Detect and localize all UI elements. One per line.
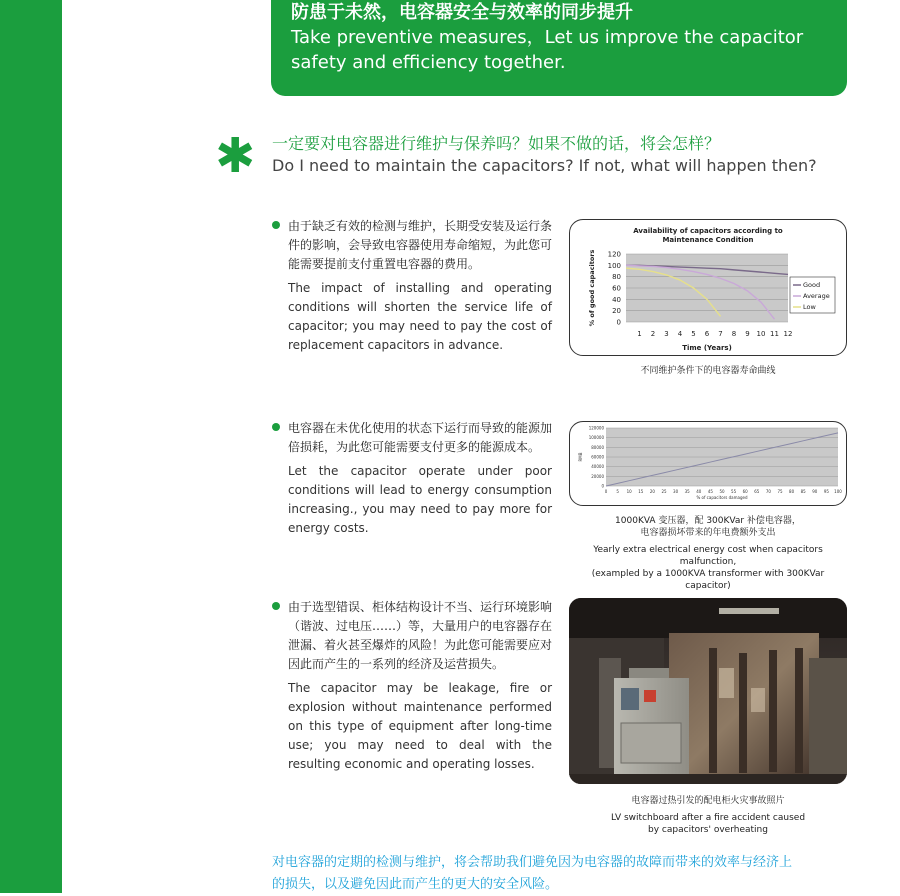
chart-2-caption-zh-1: 1000KVA 变压器，配 300KVar 补偿电容器， [615, 516, 801, 526]
chart-2-x-tick-label: 55 [731, 489, 737, 494]
chart-1-legend-entry: Good [803, 281, 821, 289]
banner-title-en-line2: safety and efficiency together. [291, 52, 566, 73]
chart-2-x-axis-label: % of capacitors damaged [696, 495, 748, 500]
chart-2-x-tick-label: 95 [823, 489, 829, 494]
header-banner [271, 0, 847, 96]
question-en: Do I need to maintain the capacitors? If not, what will happen then? [272, 156, 817, 175]
chart-2-caption [569, 515, 847, 592]
chart-2-x-tick-label: 5 [616, 489, 619, 494]
point-3 [272, 598, 552, 774]
chart-1-y-tick-label: 20 [612, 307, 621, 316]
chart-1-title-line1: Availability of capacitors according to [633, 227, 783, 235]
conclusion-line-1: 对电容器的定期的检测与维护，将会帮助我们避免因为电容器的故障而带来的效率与经济上 [272, 855, 793, 870]
chart-1-x-tick-label: 4 [677, 330, 683, 338]
point-2 [272, 419, 552, 538]
chart-2-x-tick-label: 45 [707, 489, 713, 494]
chart-2-x-tick-label: 40 [696, 489, 702, 494]
point-1-zh: 由于缺乏有效的检测与维护，长期受安装及运行条件的影响，会导致电容器使用寿命缩短，为此您可能需要提前支付重置电容器的费用。 [288, 219, 553, 271]
chart-2-y-tick-label: 20000 [591, 473, 604, 479]
chart-2-svg [570, 422, 846, 505]
chart-2-caption-en-2: (exampled by a 1000KVA transformer with 300KVar capacitor) [591, 569, 825, 591]
bullet-dot-icon [272, 423, 280, 431]
point-1 [272, 217, 552, 355]
photo-caption-en-1: LV switchboard after a fire accident caused [610, 813, 806, 823]
banner-title-zh: 防患于未然，电容器安全与效率的同步提升 [291, 2, 633, 23]
chart-2-x-tick-label: 35 [684, 489, 690, 494]
photo-caption-en-2: by capacitors' overheating [648, 825, 768, 835]
chart-2-y-tick-label: 80000 [591, 444, 604, 450]
chart-2-caption-zh-2: 电容器损坏带来的年电费额外支出 [640, 528, 776, 538]
chart-2-x-tick-label: 20 [649, 489, 655, 494]
chart-1-x-tick-label: 3 [664, 330, 669, 338]
chart-1-x-tick-label: 6 [704, 330, 710, 338]
chart-2-x-tick-label: 30 [673, 489, 679, 494]
switchboard-fire-photo [569, 598, 847, 784]
point-2-en: Let the capacitor operate under poor conditions will lead to energy consumption increasing., you may need to pay more for energy costs. [288, 464, 552, 535]
photo-caption-zh: 电容器过热引发的配电柜火灾事故照片 [631, 796, 785, 806]
chart-1-x-tick-label: 1 [637, 330, 642, 338]
point-3-zh: 由于选型错误、柜体结构设计不当、运行环境影响（谐波、过电压……）等，大量用户的电容器存在泄漏、着火甚至爆炸的风险！为此您可能需要应对因此而产生的一系列的经济及运营损失。 [288, 600, 553, 671]
chart-1-legend-entry: Average [803, 292, 830, 300]
chart-1-x-tick-label: 7 [718, 330, 723, 338]
chart-2-x-tick-label: 80 [789, 489, 795, 494]
asterisk-icon: ✱ [215, 128, 256, 184]
chart-2-x-tick-label: 90 [812, 489, 818, 494]
chart-1-x-tick-label: 5 [691, 330, 696, 338]
chart-1-x-tick-label: 8 [731, 330, 737, 338]
chart-1-y-tick-label: 80 [612, 273, 621, 282]
chart-1-y-tick-label: 120 [607, 250, 621, 259]
point-2-zh: 电容器在未优化使用的状态下运行而导致的能源加倍损耗，为此您可能需要支付更多的能源成本。 [288, 421, 553, 454]
chart-2-x-tick-label: 75 [777, 489, 783, 494]
photo-caption [569, 795, 847, 836]
bullet-dot-icon [272, 602, 280, 610]
chart-1-x-tick-label: 2 [650, 330, 656, 338]
chart-2-caption-en-1: Yearly extra electrical energy cost when capacitors malfunction, [593, 545, 823, 567]
chart-1-legend-entry: Low [803, 303, 816, 311]
chart-2-y-tick-label: 0 [601, 483, 604, 489]
chart-1-y-tick-label: 60 [612, 284, 621, 293]
chart-2-y-tick-label: 40000 [591, 464, 604, 470]
left-green-bar [0, 0, 62, 893]
chart-2-frame [569, 421, 847, 506]
chart-1-x-axis-label: Time (Years) [682, 344, 732, 352]
point-1-en: The impact of installing and operating conditions will shorten the service life of capacitor; you may need to pay the cost of replacement capacitors in advance. [288, 281, 552, 352]
chart-1-x-tick-label: 12 [783, 330, 793, 338]
chart-1-y-tick-label: 100 [607, 261, 621, 270]
chart-2-x-tick-label: 15 [638, 489, 644, 494]
chart-2-x-tick-label: 70 [765, 489, 771, 494]
chart-1-y-axis-label: % of good capacitors [588, 249, 596, 327]
chart-1-x-tick-label: 9 [745, 330, 750, 338]
chart-1-x-tick-label: 11 [770, 330, 779, 338]
chart-2-y-axis-label: RMB [578, 452, 583, 462]
point-3-en: The capacitor may be leakage, fire or explosion without maintenance performed on this type of equipment after long-time use; you may need to deal with the resulting economic and operating losses. [288, 681, 552, 771]
chart-2-x-tick-label: 10 [626, 489, 632, 494]
question-zh: 一定要对电容器进行维护与保养吗？如果不做的话，将会怎样？ [272, 134, 721, 153]
chart-2-x-tick-label: 65 [754, 489, 760, 494]
chart-1-y-tick-label: 0 [616, 318, 621, 327]
chart-1-frame [569, 219, 847, 356]
chart-1-title-line2: Maintenance Condition [662, 236, 754, 244]
chart-2-x-tick-label: 100 [834, 489, 842, 494]
chart-2-y-tick-label: 120000 [588, 425, 604, 431]
chart-2-x-tick-label: 60 [742, 489, 748, 494]
chart-2-x-tick-label: 50 [719, 489, 725, 494]
chart-2-y-tick-label: 100000 [588, 435, 604, 441]
chart-2-x-tick-label: 85 [800, 489, 806, 494]
chart-1-y-tick-label: 40 [612, 295, 621, 304]
conclusion-line-2: 的损失，以及避免因此而产生的更大的安全风险。 [272, 877, 559, 892]
chart-1-svg [570, 220, 846, 355]
chart-2-x-tick-label: 0 [604, 489, 608, 494]
bullet-dot-icon [272, 221, 280, 229]
chart-1-x-tick-label: 10 [756, 330, 766, 338]
chart-1-caption-zh: 不同维护条件下的电容器寿命曲线 [640, 366, 776, 376]
banner-title-en-line1: Take preventive measures，Let us improve the capacitor [291, 27, 804, 48]
conclusion-text [272, 852, 852, 896]
chart-2-y-tick-label: 60000 [591, 454, 604, 460]
question-heading [272, 133, 832, 177]
chart-2-x-tick-label: 25 [661, 489, 667, 494]
